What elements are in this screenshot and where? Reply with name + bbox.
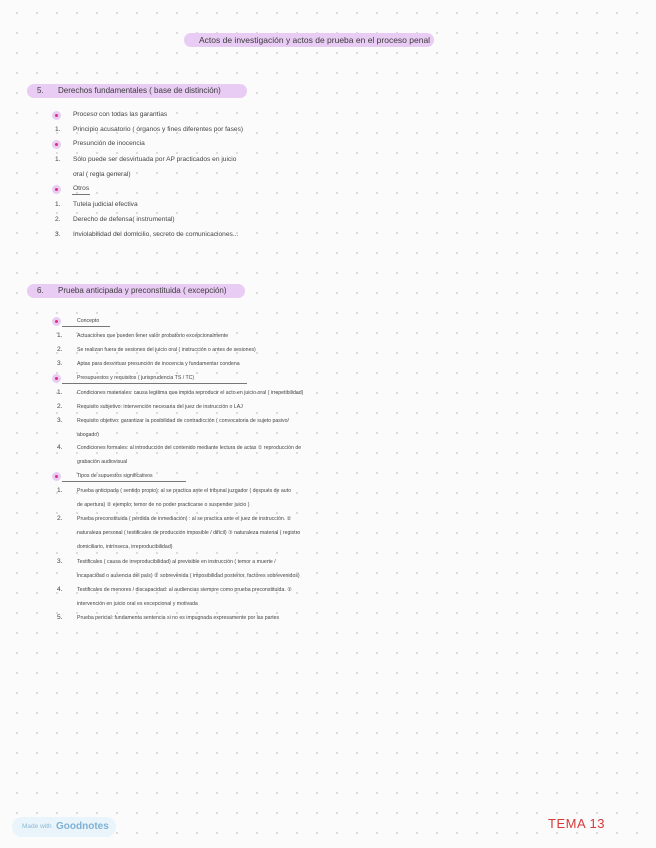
list-item: Derecho de defensa( instrumental) (73, 216, 175, 223)
goodnotes-badge[interactable] (12, 817, 116, 837)
list-item: Prueba preconstituida ( pérdida de inmediación) : al se practica ante el juez de instrucción. ② (77, 516, 292, 522)
underline (72, 194, 90, 195)
list-number: 3. (57, 558, 63, 565)
list-item: Presupuestos y requisitos ( jurisprudencia TS / TC) (77, 375, 195, 381)
list-item: Sólo puede ser desvirtuada por AP practicados en juicio (73, 156, 237, 163)
list-item-continuation: de apertura) ② ejemplo; temor de no poder practicarse o suspender juicio ) (77, 502, 250, 508)
bullet-dot (52, 111, 61, 120)
list-item: Prueba anticipada ( sentido propio): al se practica ante el tribunal juzgador ( después de auto (77, 488, 291, 494)
underline (62, 383, 247, 384)
list-number: 1. (55, 156, 61, 163)
list-number: 5. (57, 614, 63, 621)
list-number: 1. (57, 332, 63, 339)
bullet-dot (52, 140, 61, 149)
list-number: 2. (57, 515, 63, 522)
list-item: Principio acusatorio ( órganos y fines diferentes por fases) (73, 126, 244, 133)
list-item-continuation: intervención en juicio oral es excepcional y motivada (77, 601, 198, 607)
list-item: Requisito objetivo: garantizar la posibilidad de contradicción ( convocatoria de sujeto pasivo/ (77, 418, 289, 424)
list-number: 3. (55, 231, 61, 238)
tema-label: TEMA 13 (548, 816, 605, 831)
list-item-continuation: abogado) (77, 432, 99, 438)
section5-number: 5. (37, 86, 44, 95)
bullet-dot (52, 185, 61, 194)
bullet-dot (52, 374, 61, 383)
list-item-continuation: oral ( regla general) (73, 171, 131, 178)
underline (62, 326, 110, 327)
list-number: 1. (57, 487, 63, 494)
list-number: 2. (55, 216, 61, 223)
list-item: Requisito subjetivo: intervención necesaria del juez de instrucción o LAJ (77, 404, 243, 410)
goodnotes-logo: Goodnotes (56, 821, 109, 832)
list-number: 1. (55, 201, 61, 208)
list-item: Inviolabilidad del domicilio, secreto de comunicaciones... (73, 231, 239, 238)
list-item: Se realizan fuera de sesiones del juicio oral ( instrucción o antes de sesiones) (77, 347, 256, 353)
list-number: 3. (57, 360, 63, 367)
list-item-continuation: naturaleza personal ( testificales de producción imposible / difícil) ③ naturaleza material ( registro (77, 530, 301, 536)
list-number: 1. (55, 126, 61, 133)
list-item: Presunción de inocencia (73, 140, 145, 147)
list-item: Proceso con todas las garantías (73, 111, 168, 118)
list-number: 2. (57, 346, 63, 353)
list-number: 3. (57, 417, 63, 424)
list-item: Testificales de menores / discapacidad: al audiencias siempre como prueba preconstituida. ② (77, 587, 292, 593)
list-item-continuation: incapacidad o ausencia del país) ② sobrevenida ( imposibilidad posterior, factores sobrevenidos) (77, 573, 300, 579)
list-item: Testificales ( causa de irreproducibilidad) al previsible en instrucción ( temor a muerte / (77, 559, 276, 565)
underline (62, 481, 186, 482)
section6-heading: Prueba anticipada y preconstituida ( excepción) (58, 286, 227, 295)
list-item: Otros (73, 185, 90, 192)
list-number: 1. (57, 389, 63, 396)
section6-number: 6. (37, 286, 44, 295)
list-item: Concepto (77, 318, 100, 324)
list-number: 4. (57, 444, 63, 451)
bullet-dot (52, 317, 61, 326)
list-item-continuation: domiciliario, intrínseca, irreproducibilidad) (77, 544, 173, 550)
list-item: Condiciones materiales: causa legítima que impida reproducir el acto en juicio oral ( irrepetibilidad) (77, 390, 304, 396)
list-item: Tipos de supuestos significativos (77, 473, 153, 479)
made-with-label: Made with (22, 823, 52, 830)
list-number: 2. (57, 403, 63, 410)
page-title: Actos de investigación y actos de prueba en el proceso penal (199, 35, 431, 45)
list-item-continuation: grabación audiovisual (77, 459, 128, 465)
list-item: Aptas para desvirtuar presunción de inocencia y fundamentar condena (77, 361, 240, 367)
list-item: Prueba pericial: fundamenta sentencia si no es impugnada expresamente por las partes (77, 615, 280, 621)
list-item: Condiciones formales: al introducción del contenido mediante lectura de actas ① reproducción de (77, 445, 302, 451)
list-number: 4. (57, 586, 63, 593)
list-item: Tutela judicial efectiva (73, 201, 138, 208)
section5-heading: Derechos fundamentales ( base de distinción) (58, 86, 221, 95)
list-item: Actuaciones que pueden tener valor probatorio excepcionalmente (77, 333, 229, 339)
bullet-dot (52, 472, 61, 481)
